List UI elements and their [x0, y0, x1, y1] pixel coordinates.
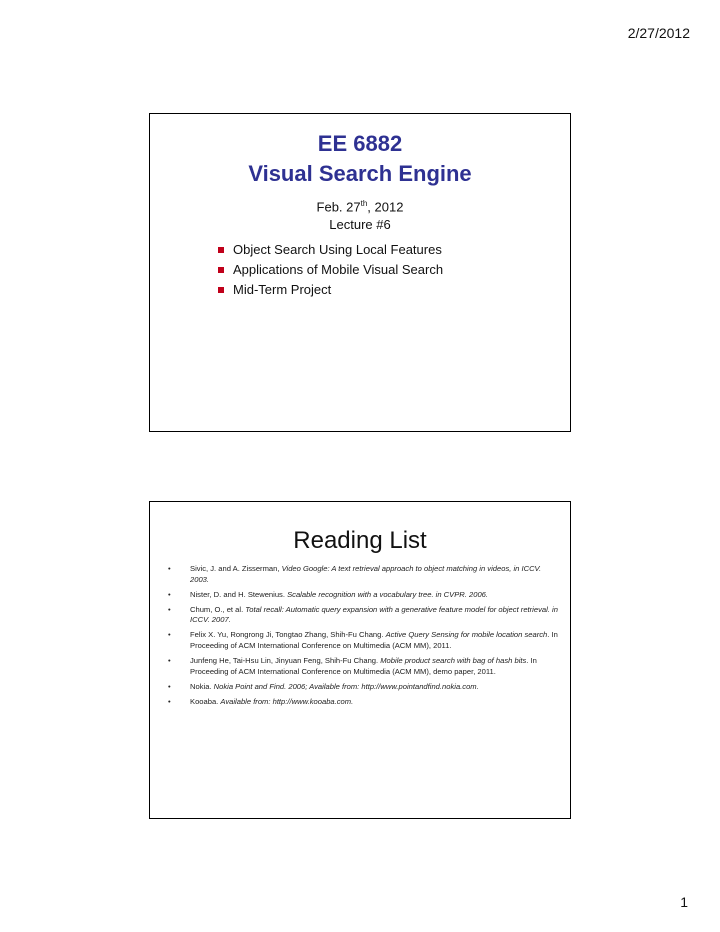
bullet-dot-icon: •	[168, 656, 171, 666]
topic-list	[215, 240, 570, 300]
square-bullet-icon	[218, 247, 224, 253]
bullet-dot-icon: •	[168, 630, 171, 640]
reference-item: • Nister, D. and H. Stewenius. Scalable recognition with a vocabulary tree. in CVPR. 2006.	[168, 589, 489, 599]
bullet-dot-icon: •	[168, 696, 171, 706]
topic-item: Object Search Using Local Features	[215, 240, 570, 260]
bullet-dot-icon: •	[168, 604, 171, 614]
bullet-dot-icon: •	[168, 589, 171, 599]
reference-item: • Chum, O., et al. Total recall: Automatic query expansion with a generative feature model for object retrieval. in ICCV. 2007.	[168, 604, 558, 625]
square-bullet-icon	[218, 287, 224, 293]
course-title: Visual Search Engine	[248, 161, 472, 186]
reference-item: • Junfeng He, Tai-Hsu Lin, Jinyuan Feng, Shih-Fu Chang. Mobile product search with bag of hash bits. In Proceeding of ACM International Conference on Multimedia (ACM MM), demo paper, 2011.	[168, 656, 537, 676]
square-bullet-icon	[218, 267, 224, 273]
page-date: 2/27/2012	[627, 25, 690, 41]
lecture-date: Feb. 27th, 2012	[316, 199, 404, 215]
slide-reading-list	[149, 501, 571, 819]
topic-item: Applications of Mobile Visual Search	[215, 260, 570, 280]
reference-list	[168, 564, 560, 708]
lecture-number: Lecture #6	[329, 217, 391, 233]
course-code: EE 6882	[317, 131, 403, 156]
reference-item: • Sivic, J. and A. Zisserman, Video Google: A text retrieval approach to object matching in videos, in ICCV. 2003.	[168, 564, 542, 584]
topic-item: Mid-Term Project	[215, 280, 570, 300]
bullet-dot-icon: •	[168, 681, 171, 691]
slide-title: Reading List	[293, 527, 427, 554]
reference-item: • Felix X. Yu, Rongrong Ji, Tongtao Zhang, Shih-Fu Chang. Active Query Sensing for mobile location search. In Proceeding of ACM International Conference on Multimedia (ACM MM), 2011.	[168, 630, 558, 651]
page-number: 1	[680, 894, 688, 910]
reference-item: • Kooaba. Available from: http://www.kooaba.com.	[168, 696, 354, 706]
slide-title	[149, 113, 571, 432]
bullet-dot-icon: •	[168, 564, 171, 573]
reference-item: • Nokia. Nokia Point and Find. 2006; Available from: http://www.pointandfind.nokia.com.	[168, 681, 479, 691]
